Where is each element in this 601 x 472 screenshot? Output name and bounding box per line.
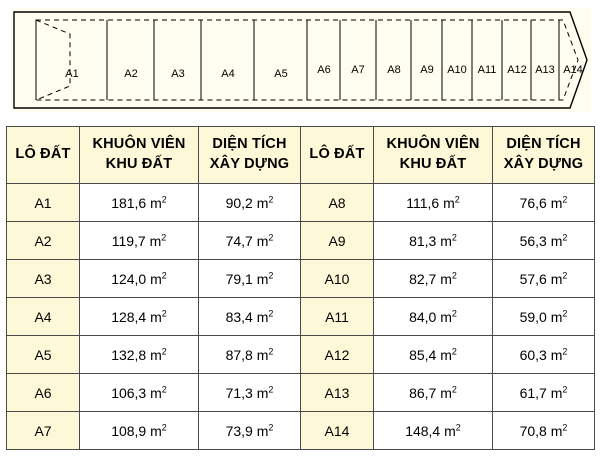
plot-label-a14: A14	[563, 64, 583, 76]
cell-area-right: 84,0 $m^2$	[374, 298, 493, 336]
plot-map-svg	[10, 8, 591, 112]
unit-superscript: 2	[268, 269, 274, 280]
plot-label-a5: A5	[274, 68, 288, 80]
cell-area-right: 148,4 $m^2$	[374, 412, 493, 450]
table-header	[7, 127, 595, 184]
header-area-right-line1: KHUÔN VIÊN	[386, 136, 480, 153]
site-plot-map	[10, 8, 591, 112]
unit-superscript: 2	[268, 307, 274, 318]
header-area-left-line2: KHU ĐẤT	[105, 156, 173, 172]
unit-superscript: 2	[562, 269, 568, 280]
table-row	[7, 412, 595, 450]
header-build-right	[493, 127, 595, 184]
cell-lot-left: A5	[7, 336, 80, 374]
cell-lot-right: A11	[301, 298, 374, 336]
cell-lot-right: A10	[301, 260, 374, 298]
cell-lot-right: A8	[301, 184, 374, 222]
cell-build-right: 70,8 $m^2$	[493, 412, 595, 450]
plot-label-a10: A10	[447, 64, 467, 76]
header-lot-left-line1: LÔ ĐẤT	[15, 146, 71, 163]
cell-build-right: 60,3 $m^2$	[493, 336, 595, 374]
header-lot-right	[301, 127, 374, 184]
plot-label-a12: A12	[507, 64, 527, 76]
cell-build-right: 57,6 $m^2$	[493, 260, 595, 298]
cell-build-right: 59,0 $m^2$	[493, 298, 595, 336]
cell-build-left: 74,7 $m^2$	[199, 222, 301, 260]
cell-area-right: 85,4 $m^2$	[374, 336, 493, 374]
header-area-right-line2: KHU ĐẤT	[399, 156, 467, 172]
header-build-left	[199, 127, 301, 184]
cell-build-right: 56,3 $m^2$	[493, 222, 595, 260]
unit-superscript: 2	[161, 269, 167, 280]
header-build-left-line2: XÂY DỰNG	[209, 156, 290, 172]
cell-area-right: 111,6 $m^2$	[374, 184, 493, 222]
cell-area-right: 86,7 $m^2$	[374, 374, 493, 412]
cell-area-left: 132,8 $m^2$	[80, 336, 199, 374]
plot-label-a13: A13	[535, 64, 555, 76]
table-row	[7, 222, 595, 260]
plot-label-a11: A11	[477, 64, 497, 76]
plot-label-a7: A7	[351, 64, 365, 76]
unit-superscript: 2	[451, 383, 457, 394]
cell-build-left: 71,3 $m^2$	[199, 374, 301, 412]
cell-lot-left: A6	[7, 374, 80, 412]
cell-lot-left: A2	[7, 222, 80, 260]
unit-superscript: 2	[161, 383, 167, 394]
unit-superscript: 2	[268, 345, 274, 356]
plot-label-a4: A4	[221, 68, 235, 80]
unit-superscript: 2	[161, 231, 167, 242]
cell-build-left: 73,9 $m^2$	[199, 412, 301, 450]
unit-superscript: 2	[562, 193, 568, 204]
unit-superscript: 2	[562, 307, 568, 318]
table-row	[7, 374, 595, 412]
unit-superscript: 2	[161, 193, 167, 204]
unit-superscript: 2	[562, 345, 568, 356]
unit-superscript: 2	[562, 421, 568, 432]
table-header-row	[7, 127, 595, 184]
unit-superscript: 2	[161, 421, 167, 432]
site-outer-boundary	[14, 12, 587, 108]
cell-area-left: 124,0 $m^2$	[80, 260, 199, 298]
header-area-left-line1: KHUÔN VIÊN	[92, 136, 186, 153]
plot-label-a9: A9	[420, 64, 434, 76]
unit-superscript: 2	[562, 231, 568, 242]
cell-area-left: 106,3 $m^2$	[80, 374, 199, 412]
unit-superscript: 2	[268, 383, 274, 394]
table-row	[7, 298, 595, 336]
plot-label-a3: A3	[171, 68, 185, 80]
unit-superscript: 2	[451, 269, 457, 280]
plot-label-a8: A8	[387, 64, 401, 76]
cell-build-left: 87,8 $m^2$	[199, 336, 301, 374]
cell-build-right: 61,7 $m^2$	[493, 374, 595, 412]
table-row	[7, 260, 595, 298]
cell-area-left: 128,4 $m^2$	[80, 298, 199, 336]
header-area-right	[374, 127, 493, 184]
cell-lot-right: A13	[301, 374, 374, 412]
cell-area-left: 119,7 $m^2$	[80, 222, 199, 260]
plot-label-a6: A6	[317, 64, 331, 76]
table-row	[7, 184, 595, 222]
unit-superscript: 2	[562, 383, 568, 394]
cell-build-left: 79,1 $m^2$	[199, 260, 301, 298]
header-build-right-line1: DIỆN TÍCH	[506, 136, 581, 153]
unit-superscript: 2	[268, 421, 274, 432]
unit-superscript: 2	[161, 307, 167, 318]
cell-lot-left: A4	[7, 298, 80, 336]
header-area-left	[80, 127, 199, 184]
cell-build-left: 83,4 $m^2$	[199, 298, 301, 336]
cell-area-right: 82,7 $m^2$	[374, 260, 493, 298]
unit-superscript: 2	[451, 231, 457, 242]
cell-lot-left: A1	[7, 184, 80, 222]
unit-superscript: 2	[268, 193, 274, 204]
unit-superscript: 2	[455, 421, 461, 432]
unit-superscript: 2	[454, 193, 460, 204]
cell-lot-left: A7	[7, 412, 80, 450]
header-build-right-line2: XÂY DỰNG	[503, 156, 584, 172]
cell-area-right: 81,3 $m^2$	[374, 222, 493, 260]
cell-lot-right: A9	[301, 222, 374, 260]
unit-superscript: 2	[161, 345, 167, 356]
unit-superscript: 2	[451, 307, 457, 318]
lot-area-table	[6, 126, 595, 450]
cell-area-left: 181,6 $m^2$	[80, 184, 199, 222]
unit-superscript: 2	[268, 231, 274, 242]
unit-superscript: 2	[451, 345, 457, 356]
cell-build-right: 76,6 $m^2$	[493, 184, 595, 222]
plot-label-a2: A2	[124, 68, 138, 80]
table-row	[7, 336, 595, 374]
header-lot-left	[7, 127, 80, 184]
cell-lot-right: A14	[301, 412, 374, 450]
header-build-left-line1: DIỆN TÍCH	[212, 136, 287, 153]
cell-lot-left: A3	[7, 260, 80, 298]
cell-area-left: 108,9 $m^2$	[80, 412, 199, 450]
table-body	[7, 184, 595, 450]
header-lot-right-line1: LÔ ĐẤT	[309, 146, 365, 163]
cell-build-left: 90,2 $m^2$	[199, 184, 301, 222]
plot-label-a1: A1	[65, 68, 79, 80]
cell-lot-right: A12	[301, 336, 374, 374]
